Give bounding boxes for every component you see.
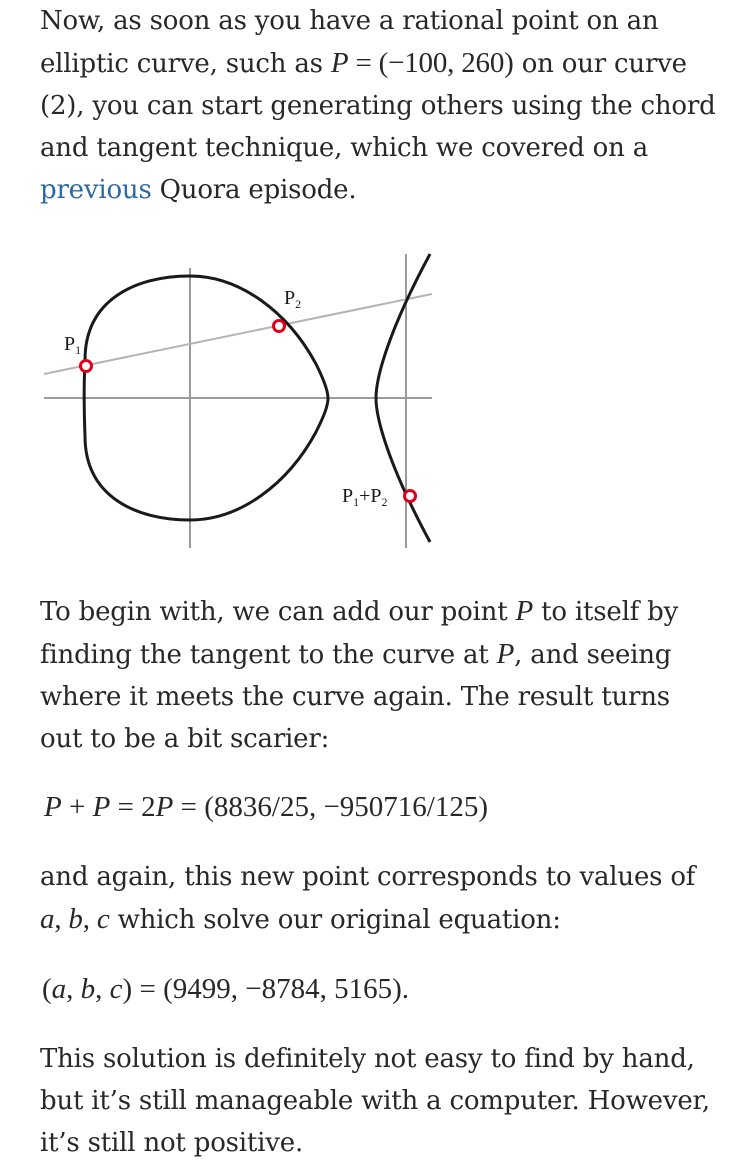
math-var-a: a bbox=[51, 973, 67, 1005]
math-sep: , bbox=[82, 903, 97, 935]
text-run: which solve our original equation: bbox=[109, 905, 561, 935]
equation-solution bbox=[42, 968, 409, 1010]
math-result: = (9499, −8784, 5165) bbox=[132, 973, 402, 1005]
math-var-a: a bbox=[40, 903, 55, 935]
text-run: Quora episode. bbox=[151, 175, 357, 205]
point-p2-marker bbox=[274, 321, 285, 332]
math-point-coordinates: = (−100, 260) bbox=[348, 47, 514, 79]
secant-line bbox=[44, 294, 432, 374]
text-run: and again, this new point corresponds to values of bbox=[40, 862, 696, 892]
math-var-b: b bbox=[80, 973, 96, 1005]
text-run: on our curve (2), you can start generating others using the chord and tangent technique, which we covered on a bbox=[40, 49, 716, 163]
math-sep: , bbox=[95, 973, 110, 1005]
math-sep: , bbox=[54, 903, 69, 935]
math-sep: , bbox=[66, 973, 81, 1005]
math-var: P bbox=[92, 791, 111, 823]
text-run: to itself by finding the tangent to the curve at bbox=[40, 597, 679, 670]
math-paren: ( bbox=[42, 973, 52, 1005]
math-var-b: b bbox=[68, 903, 83, 935]
math-point-p: P bbox=[330, 47, 349, 79]
math-var-c: c bbox=[96, 903, 110, 935]
text-run: , and seeing where it meets the curve again. The result turns out to be a bit scarier: bbox=[40, 640, 672, 754]
point-sum-marker bbox=[405, 491, 416, 502]
paragraph-tangent bbox=[40, 590, 720, 760]
text-run: To begin with, we can add our point bbox=[40, 597, 516, 627]
equation-doubling bbox=[44, 786, 488, 828]
label-p1-plus-p2: $P_1+P_2$ bbox=[342, 485, 388, 509]
math-var-c: c bbox=[109, 973, 123, 1005]
math-var: P bbox=[44, 791, 62, 823]
paragraph-intro bbox=[40, 0, 720, 211]
math-point-p: P bbox=[515, 595, 534, 627]
label-p2: $P_2$ bbox=[284, 287, 302, 311]
math-point-p: P bbox=[496, 638, 515, 670]
math-op: = 2 bbox=[110, 791, 156, 823]
previous-episode-link[interactable]: previous bbox=[40, 175, 152, 205]
text-run: Now, as soon as you have a rational point on an elliptic curve, such as bbox=[40, 6, 659, 79]
elliptic-curve-figure bbox=[40, 240, 440, 560]
math-paren: ) bbox=[122, 973, 133, 1005]
math-var: P bbox=[155, 791, 174, 823]
math-result: = (8836/25, −950716/125) bbox=[173, 791, 489, 823]
paragraph-correspondence bbox=[40, 856, 720, 941]
paragraph-conclusion: This solution is definitely not easy to find by hand, but it’s still manageable with a computer. However, it’s still not positive. bbox=[40, 1044, 710, 1158]
point-p1-marker bbox=[81, 361, 92, 372]
math-period: . bbox=[401, 973, 409, 1005]
math-op: + bbox=[61, 791, 93, 823]
label-p1: $P_1$ bbox=[64, 333, 82, 357]
